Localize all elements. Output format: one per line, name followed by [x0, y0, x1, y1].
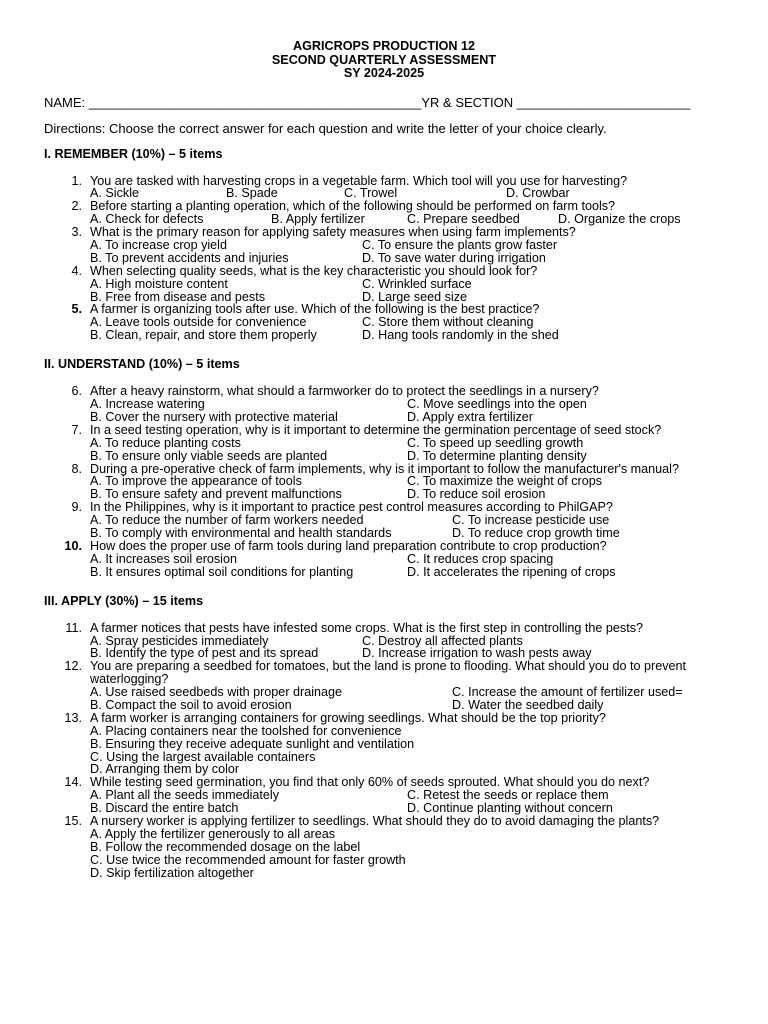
- question-number: 7.: [71, 422, 82, 437]
- answer-option[interactable]: C. Trowel: [344, 186, 398, 201]
- question-number: 11.: [65, 620, 82, 635]
- answer-option[interactable]: B. Spade: [226, 186, 278, 201]
- answer-options: [90, 398, 724, 424]
- answer-option[interactable]: A. To reduce the number of farm workers needed: [90, 513, 364, 528]
- question-item: [44, 540, 724, 553]
- answer-option[interactable]: D. To determine planting density: [407, 448, 587, 463]
- directions: Directions: Choose the correct answer for each question and write the letter of your choice clearly.: [44, 120, 607, 136]
- option-row: [90, 828, 724, 841]
- answer-option[interactable]: A. It increases soil erosion: [90, 551, 237, 566]
- answer-option[interactable]: A. Spray pesticides immediately: [90, 633, 269, 648]
- question-number: 5.: [71, 302, 82, 317]
- answer-option[interactable]: A. Leave tools outside for convenience: [90, 315, 307, 330]
- question-stem: What is the primary reason for applying safety measures when using farm implements?: [90, 225, 576, 240]
- question-number: 3.: [71, 225, 82, 240]
- question-stem: After a heavy rainstorm, what should a farmworker do to protect the seedlings in a nursery?: [90, 384, 599, 399]
- course-title: AGRICROPS PRODUCTION 12: [293, 39, 475, 53]
- question-number: 10.: [64, 538, 82, 553]
- answer-option[interactable]: D. Organize the crops: [558, 212, 681, 227]
- question-item: [44, 265, 724, 278]
- option-row: [90, 553, 724, 566]
- answer-option[interactable]: B. Clean, repair, and store them properly: [90, 328, 317, 343]
- answer-option[interactable]: D. Apply extra fertilizer: [407, 409, 533, 424]
- answer-option[interactable]: D. To save water during irrigation: [362, 250, 546, 265]
- answer-option[interactable]: A. Plant all the seeds immediately: [90, 788, 279, 803]
- school-year: SY 2024-2025: [343, 66, 425, 80]
- answer-option[interactable]: C. To ensure the plants grow faster: [362, 238, 558, 252]
- answer-options: [90, 686, 724, 712]
- answer-option[interactable]: A. Increase watering: [90, 397, 205, 412]
- question-stem: During a pre-operative check of farm implements, why is it important to follow the manufacturer's manual?: [90, 461, 679, 476]
- answer-option[interactable]: C. Using the largest available containers: [90, 749, 316, 764]
- answer-option[interactable]: C. To speed up seedling growth: [407, 435, 584, 450]
- answer-options: [90, 316, 724, 342]
- question-item: [44, 660, 724, 686]
- question-number: 2.: [71, 199, 82, 214]
- option-row: [90, 699, 724, 712]
- answer-option[interactable]: C. Retest the seeds or replace them: [407, 788, 609, 803]
- answer-option[interactable]: B. Cover the nursery with protective material: [90, 409, 338, 424]
- answer-option[interactable]: C. Wrinkled surface: [362, 276, 472, 291]
- answer-option[interactable]: A. To reduce planting costs: [90, 435, 241, 450]
- option-row: [90, 854, 724, 867]
- question-stem: You are tasked with harvesting crops in a vegetable farm. Which tool will you use for harvesting?: [90, 173, 628, 188]
- answer-option[interactable]: C. Move seedlings into the open: [407, 397, 587, 412]
- answer-options: [90, 278, 724, 304]
- answer-option[interactable]: B. Apply fertilizer: [271, 212, 365, 227]
- answer-option[interactable]: A. Check for defects: [90, 212, 204, 227]
- answer-option[interactable]: C. Use twice the recommended amount for faster growth: [90, 852, 406, 867]
- question-item: [44, 622, 724, 635]
- option-row: [90, 213, 724, 226]
- answer-option[interactable]: C. Store them without cleaning: [362, 315, 534, 330]
- answer-option[interactable]: D. To reduce crop growth time: [452, 526, 620, 541]
- answer-option[interactable]: A. Apply the fertilizer generously to all areas: [90, 826, 336, 841]
- answer-option[interactable]: B. To comply with environmental and health standards: [90, 526, 392, 541]
- answer-option[interactable]: A. High moisture content: [90, 276, 228, 291]
- answer-option[interactable]: D. It accelerates the ripening of crops: [407, 564, 616, 579]
- answer-option[interactable]: A. Use raised seedbeds with proper drainage: [90, 685, 343, 700]
- question-item: [44, 424, 724, 437]
- section-title: III. APPLY (30%) – 15 items: [44, 593, 204, 608]
- option-row: [90, 802, 724, 815]
- answer-options: [90, 187, 724, 200]
- question-number: 1.: [71, 173, 82, 188]
- question-stem: A farmer is organizing tools after use. Which of the following is the best practice?: [90, 302, 540, 317]
- option-row: [90, 239, 724, 252]
- answer-options: [90, 213, 724, 226]
- answer-options: [90, 514, 724, 540]
- answer-option[interactable]: B. To ensure only viable seeds are planted: [90, 448, 328, 463]
- question-stem: A nursery worker is applying fertilizer to seedlings. What should they do to avoid damaging the plants?: [90, 814, 660, 829]
- answer-option[interactable]: D. Hang tools randomly in the shed: [362, 328, 559, 343]
- answer-option[interactable]: A. To increase crop yield: [90, 238, 227, 252]
- question-item: [44, 815, 724, 828]
- answer-options: [90, 437, 724, 463]
- answer-option[interactable]: D. Water the seedbed daily: [452, 697, 604, 712]
- answer-option[interactable]: B. Identify the type of pest and its spread: [90, 646, 319, 661]
- option-row: [90, 527, 724, 540]
- question-stem: Before starting a planting operation, which of the following should be performed on farm tools?: [90, 199, 616, 214]
- answer-option[interactable]: C. To maximize the weight of crops: [407, 474, 603, 489]
- answer-option[interactable]: A. Sickle: [90, 186, 139, 201]
- answer-option[interactable]: D. Increase irrigation to wash pests away: [362, 646, 592, 661]
- answer-option[interactable]: D. Crowbar: [506, 186, 570, 201]
- question-number: 14.: [64, 775, 82, 790]
- question-stem: While testing seed germination, you find that only 60% of seeds sprouted. What should you do next?: [90, 775, 650, 790]
- section-field-label[interactable]: YR & SECTION ________________________: [421, 94, 691, 110]
- question-stem: A farmer notices that pests have infested some crops. What is the first step in controlling the pests?: [90, 620, 643, 635]
- answer-option[interactable]: B. Ensuring they receive adequate sunlight and ventilation: [90, 736, 415, 751]
- question-number: 13.: [64, 710, 82, 725]
- answer-option[interactable]: B. Discard the entire batch: [90, 801, 239, 816]
- question-number: 6.: [71, 384, 82, 399]
- option-row: [90, 566, 724, 579]
- answer-option[interactable]: B. Follow the recommended dosage on the label: [90, 839, 361, 854]
- answer-option[interactable]: C. Destroy all affected plants: [362, 633, 523, 648]
- option-row: [90, 763, 724, 776]
- option-row: [90, 187, 724, 200]
- question-stem: In a seed testing operation, why is it important to determine the germination percentage of seed stock?: [90, 422, 662, 437]
- question-item: [44, 712, 724, 725]
- option-row: [90, 738, 724, 751]
- option-row: [90, 252, 724, 265]
- answer-option[interactable]: C. It reduces crop spacing: [407, 551, 554, 566]
- option-row: [90, 841, 724, 854]
- section-title: II. UNDERSTAND (10%) – 5 items: [44, 357, 240, 372]
- option-row: [90, 488, 724, 501]
- question-stem: In the Philippines, why is it important to practice pest control measures according to PhilGAP?: [90, 500, 613, 515]
- answer-option[interactable]: C. To increase pesticide use: [452, 513, 610, 528]
- answer-option[interactable]: D. Continue planting without concern: [407, 801, 613, 816]
- answer-option[interactable]: C. Prepare seedbed: [407, 212, 520, 227]
- option-row: [90, 450, 724, 463]
- name-field-label[interactable]: NAME: ______________________________________________: [44, 94, 422, 110]
- option-row: [90, 725, 724, 738]
- sections-container: [44, 146, 724, 880]
- question-stem: When selecting quality seeds, what is the key characteristic you should look for?: [90, 263, 538, 278]
- answer-option[interactable]: A. Placing containers near the toolshed for convenience: [90, 723, 402, 738]
- name-row: [44, 95, 724, 111]
- answer-option[interactable]: D. Large seed size: [362, 289, 468, 304]
- answer-options: [90, 239, 724, 265]
- answer-option[interactable]: B. It ensures optimal soil conditions for planting: [90, 564, 354, 579]
- answer-option[interactable]: D. Skip fertilization altogether: [90, 865, 254, 880]
- answer-option[interactable]: C. Increase the amount of fertilizer used=: [452, 685, 683, 700]
- answer-options: [90, 725, 724, 777]
- option-row: [90, 437, 724, 450]
- answer-options: [90, 475, 724, 501]
- option-row: [90, 411, 724, 424]
- answer-option[interactable]: B. To ensure safety and prevent malfunctions: [90, 487, 342, 502]
- answer-option[interactable]: D. To reduce soil erosion: [407, 487, 546, 502]
- answer-option[interactable]: B. Free from disease and pests: [90, 289, 265, 304]
- question-number: 12.: [64, 659, 82, 674]
- answer-option[interactable]: B. To prevent accidents and injuries: [90, 250, 289, 265]
- option-row: [90, 329, 724, 342]
- answer-options: [90, 789, 724, 815]
- option-row: [90, 647, 724, 660]
- option-row: [90, 867, 724, 880]
- question-stem: A farm worker is arranging containers for growing seedlings. What should be the top priority?: [90, 710, 606, 725]
- question-stem: You are preparing a seedbed for tomatoes, but the land is prone to flooding. What should you do to prevent waterlogging?: [90, 659, 687, 687]
- assessment-title: SECOND QUARTERLY ASSESSMENT: [271, 52, 497, 67]
- question-number: 9.: [71, 500, 82, 515]
- answer-options: [90, 553, 724, 579]
- section-title: I. REMEMBER (10%) – 5 items: [44, 146, 223, 161]
- option-row: [90, 291, 724, 304]
- answer-option[interactable]: A. To improve the appearance of tools: [90, 474, 302, 489]
- answer-options: [90, 635, 724, 661]
- answer-option[interactable]: B. Compact the soil to avoid erosion: [90, 697, 292, 712]
- question-number: 8.: [71, 461, 82, 476]
- document-header: [44, 40, 724, 81]
- option-row: [90, 278, 724, 291]
- question-number: 15.: [64, 814, 82, 829]
- question-stem: How does the proper use of farm tools during land preparation contribute to crop production?: [90, 538, 607, 553]
- answer-option[interactable]: D. Arranging them by color: [90, 762, 240, 777]
- answer-options: [90, 828, 724, 880]
- question-number: 4.: [71, 263, 82, 278]
